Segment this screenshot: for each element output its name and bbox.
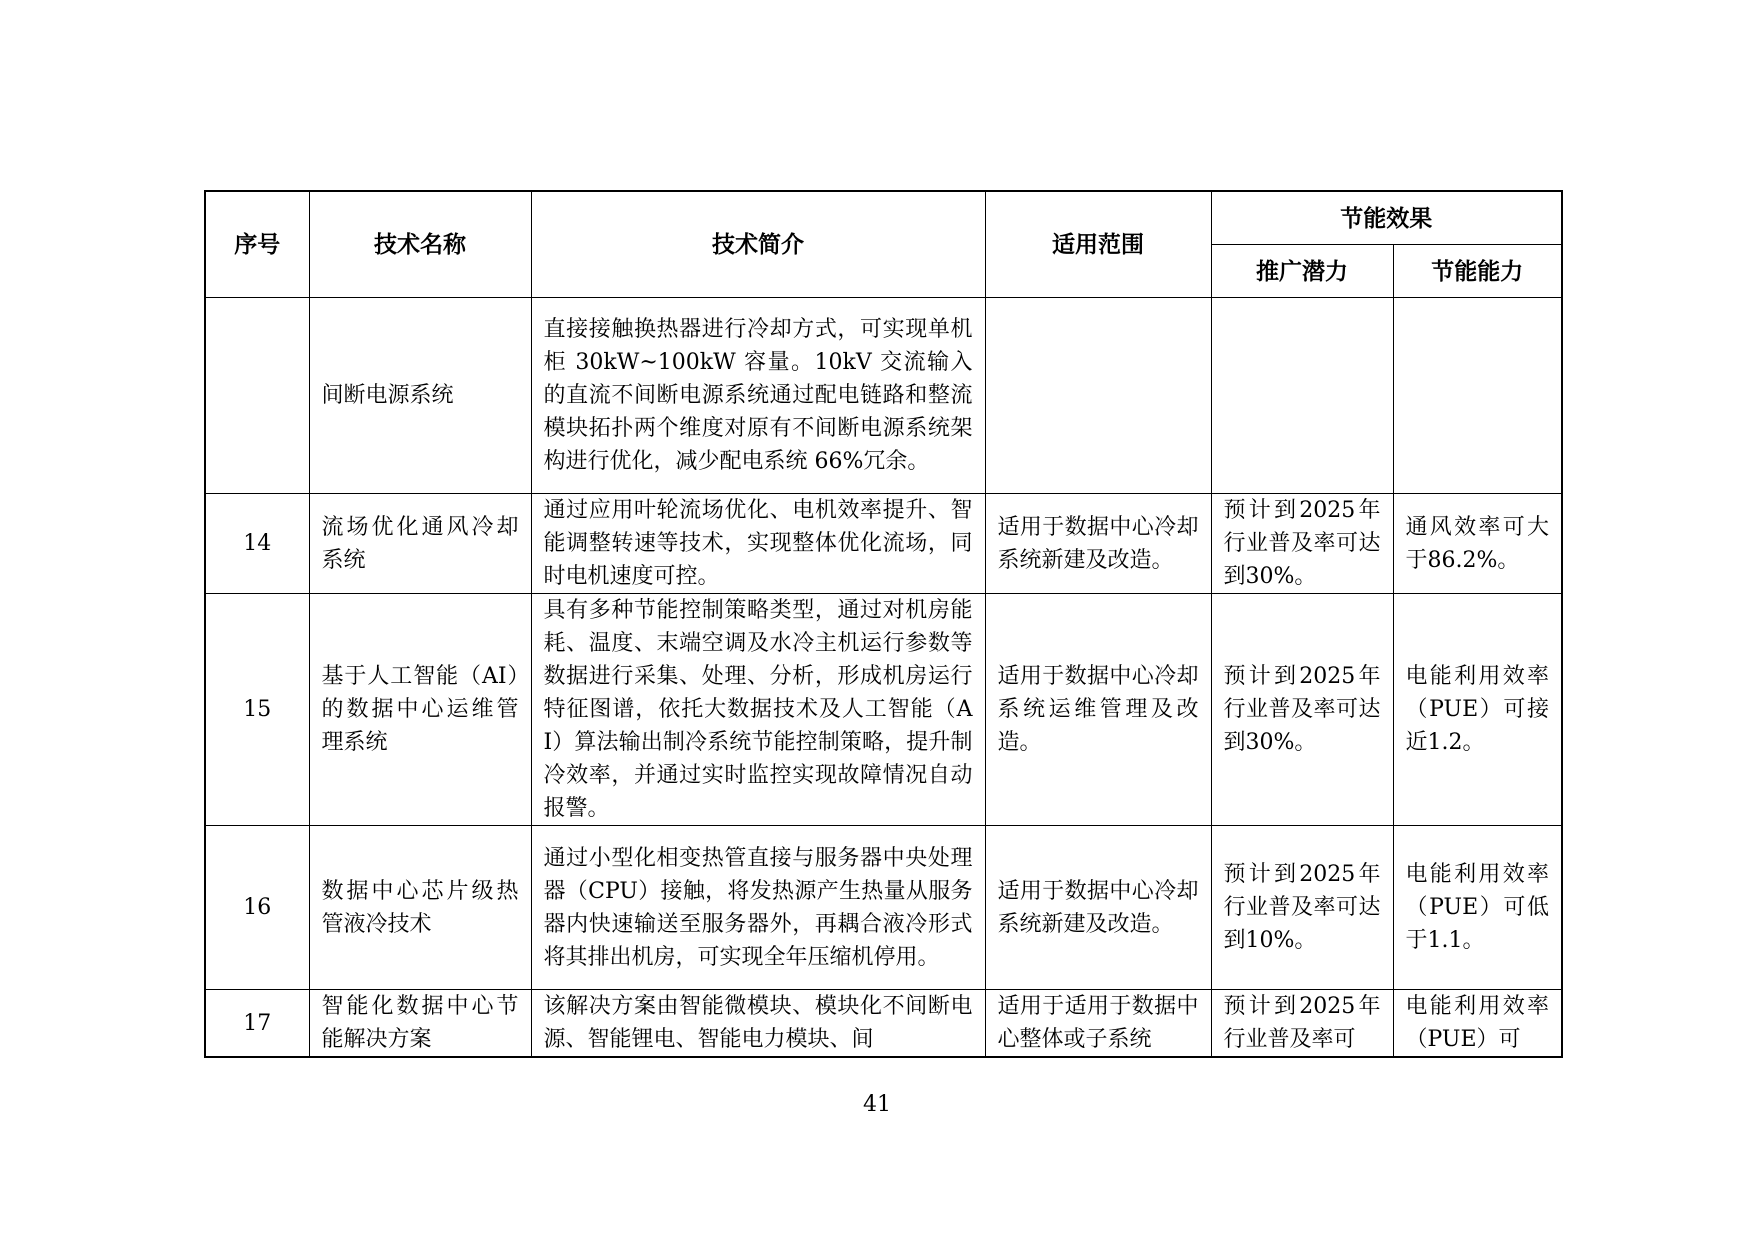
cell-scope: 适用于数据中心冷却系统运维管理及改造。 — [985, 594, 1211, 826]
cell-capability: 电能利用效率（PUE）可 — [1393, 990, 1562, 1058]
table-row — [205, 990, 1562, 1058]
table-row — [205, 494, 1562, 594]
cell-scope — [985, 298, 1211, 494]
cell-seq: 17 — [205, 990, 309, 1058]
cell-seq: 14 — [205, 494, 309, 594]
header-scope: 适用范围 — [985, 191, 1211, 298]
cell-scope: 适用于适用于数据中心整体或子系统 — [985, 990, 1211, 1058]
cell-name: 数据中心芯片级热管液冷技术 — [309, 826, 531, 990]
cell-name: 基于人工智能（AI）的数据中心运维管理系统 — [309, 594, 531, 826]
cell-capability: 电能利用效率（PUE）可接近1.2。 — [1393, 594, 1562, 826]
header-row-1 — [205, 191, 1562, 245]
cell-name: 流场优化通风冷却系统 — [309, 494, 531, 594]
table-row — [205, 298, 1562, 494]
cell-potential: 预计到2025年行业普及率可达到30%。 — [1211, 494, 1393, 594]
cell-intro: 通过小型化相变热管直接与服务器中央处理器（CPU）接触，将发热源产生热量从服务器内快速输送至服务器外，再耦合液冷形式将其排出机房，可实现全年压缩机停用。 — [531, 826, 985, 990]
cell-capability: 电能利用效率（PUE）可低于1.1。 — [1393, 826, 1562, 990]
cell-intro: 通过应用叶轮流场优化、电机效率提升、智能调整转速等技术，实现整体优化流场，同时电机速度可控。 — [531, 494, 985, 594]
table-row — [205, 826, 1562, 990]
page-number: 41 — [863, 1092, 891, 1117]
header-effect: 节能效果 — [1211, 191, 1562, 245]
cell-intro: 直接接触换热器进行冷却方式，可实现单机柜 30kW~100kW 容量。10kV 交流输入的直流不间断电源系统通过配电链路和整流模块拓扑两个维度对原有不间断电源系统架构进行优化，减少配电系统 66%冗余。 — [531, 298, 985, 494]
header-potential: 推广潜力 — [1211, 245, 1393, 298]
cell-potential — [1211, 298, 1393, 494]
cell-potential: 预计到2025年行业普及率可达到30%。 — [1211, 594, 1393, 826]
cell-capability — [1393, 298, 1562, 494]
header-seq: 序号 — [205, 191, 309, 298]
header-capability: 节能能力 — [1393, 245, 1562, 298]
cell-potential: 预计到2025年行业普及率可 — [1211, 990, 1393, 1058]
table-row — [205, 594, 1562, 826]
cell-name: 智能化数据中心节能解决方案 — [309, 990, 531, 1058]
header-intro: 技术简介 — [531, 191, 985, 298]
cell-seq — [205, 298, 309, 494]
cell-capability: 通风效率可大于86.2%。 — [1393, 494, 1562, 594]
cell-scope: 适用于数据中心冷却系统新建及改造。 — [985, 826, 1211, 990]
header-name: 技术名称 — [309, 191, 531, 298]
cell-seq: 16 — [205, 826, 309, 990]
technology-table — [204, 190, 1563, 1058]
cell-intro: 该解决方案由智能微模块、模块化不间断电源、智能锂电、智能电力模块、间 — [531, 990, 985, 1058]
cell-name: 间断电源系统 — [309, 298, 531, 494]
cell-scope: 适用于数据中心冷却系统新建及改造。 — [985, 494, 1211, 594]
cell-intro: 具有多种节能控制策略类型，通过对机房能耗、温度、末端空调及水冷主机运行参数等数据进行采集、处理、分析，形成机房运行特征图谱，依托大数据技术及人工智能（AI）算法输出制冷系统节能控制策略，提升制冷效率，并通过实时监控实现故障情况自动报警。 — [531, 594, 985, 826]
cell-potential: 预计到2025年行业普及率可达到10%。 — [1211, 826, 1393, 990]
cell-seq: 15 — [205, 594, 309, 826]
